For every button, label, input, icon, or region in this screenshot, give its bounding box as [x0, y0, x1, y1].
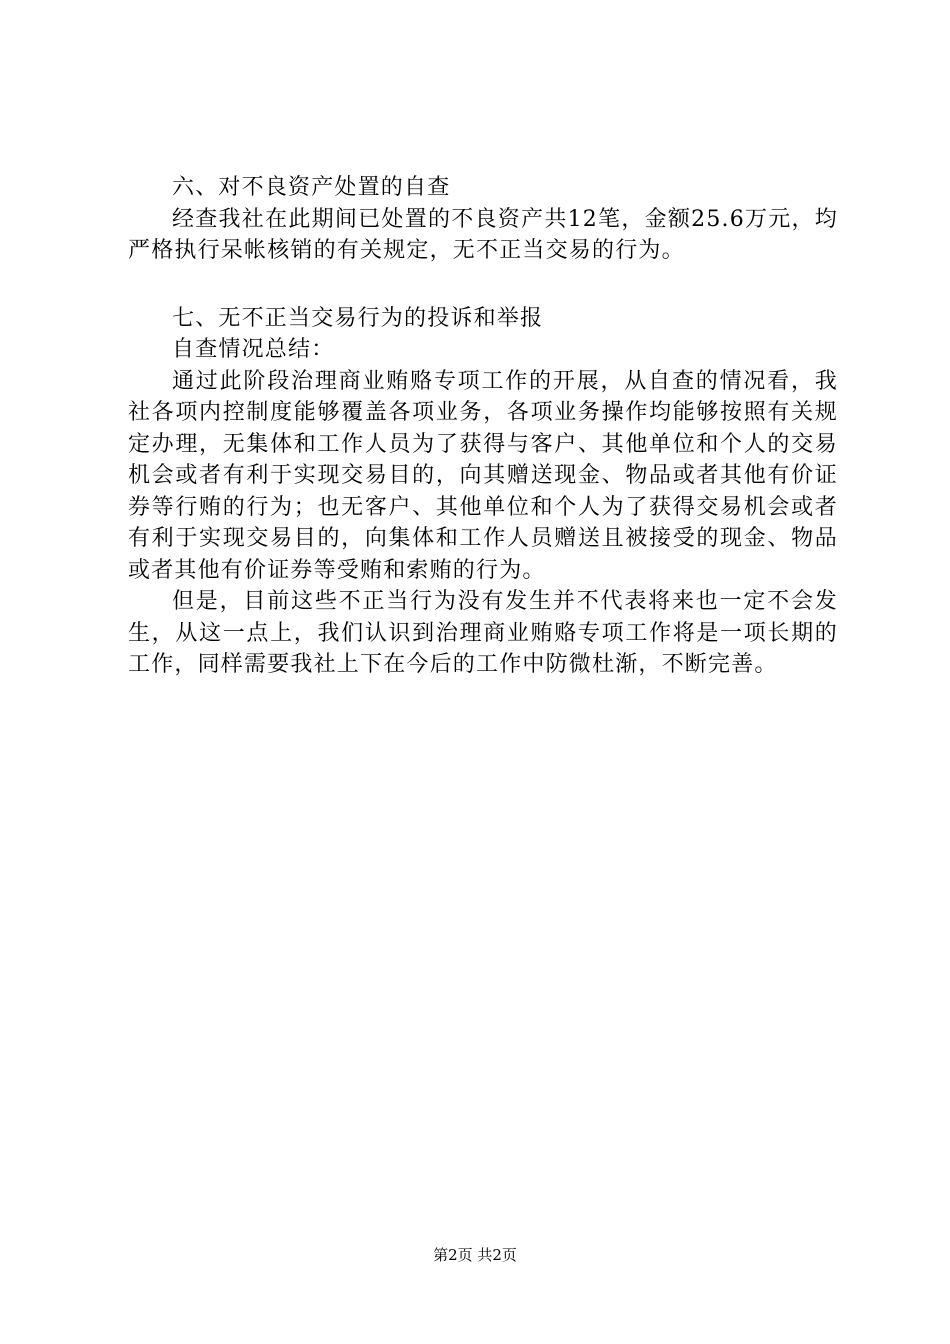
page-footer: 第2页 共2页 [433, 1246, 517, 1264]
document-body [128, 172, 838, 681]
section-gap [128, 267, 838, 303]
section-6-body: 经查我社在此期间已处置的不良资产共12笔，金额25.6万元，均严格执行呆帐核销的有关规定，无不正当交易的行为。 [128, 206, 838, 263]
section-7-heading: 七、无不正当交易行为的投诉和举报 [172, 305, 544, 331]
summary-heading: 自查情况总结： [172, 337, 335, 362]
section-6-heading: 六、对不良资产处置的自查 [172, 175, 451, 200]
summary-paragraph-2: 但是，目前这些不正当行为没有发生并不代表将来也一定不会发生，从这一点上，我们认识到治理商业贿赂专项工作将是一项长期的工作，同样需要我社上下在今后的工作中防微杜渐，不断完善。 [128, 589, 838, 677]
summary-paragraph-1: 通过此阶段治理商业贿赂专项工作的开展，从自查的情况看，我社各项内控制度能够覆盖各项业务，各项业务操作均能够按照有关规定办理，无集体和工作人员为了获得与客户、其他单位和个人的交易机会或者有利于实现交易目的，向其赠送现金、物品或者其他有价证券等行贿的行为；也无客户、其他单位和个人为了获得交易机会或者有利于实现交易目的，向集体和工作人员赠送且被接受的现金、物品或者其他有价证券等受贿和索贿的行为。 [128, 368, 838, 583]
